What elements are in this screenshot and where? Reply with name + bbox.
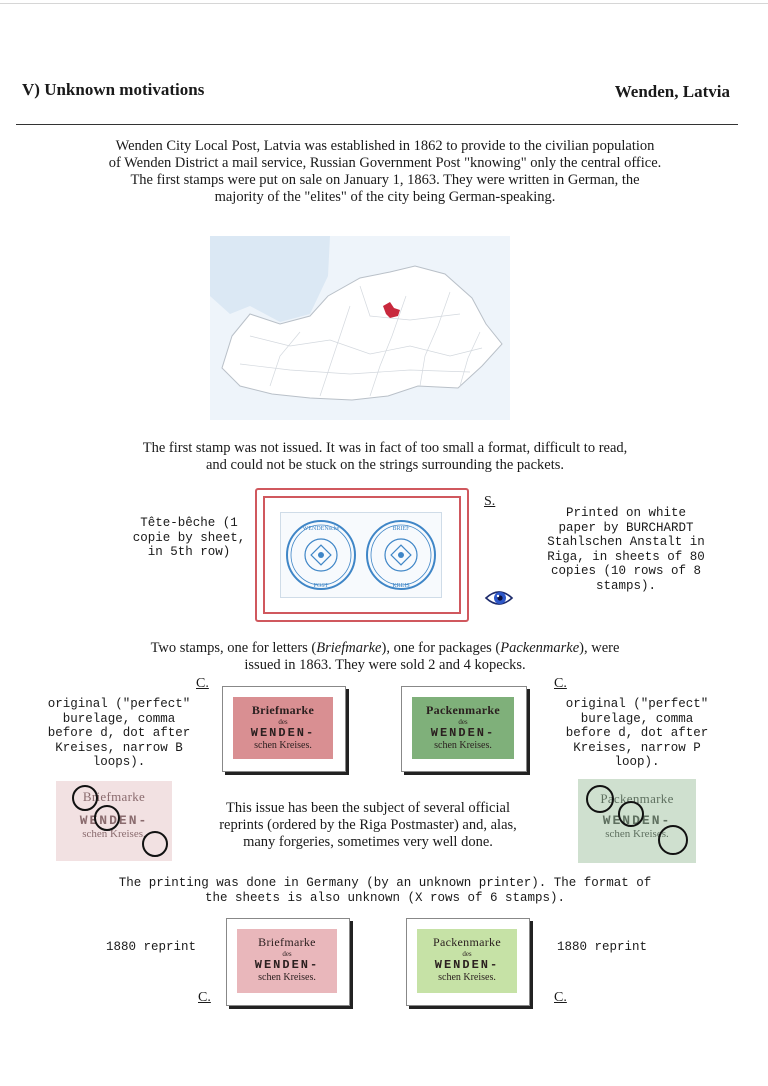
note-line: copie by sheet, xyxy=(132,530,246,545)
briefmarke-italic: Briefmarke xyxy=(316,640,382,656)
section-title: V) Unknown motivations xyxy=(22,80,205,99)
intro-paragraph xyxy=(40,138,730,206)
stamp-wenden: WENDEN- xyxy=(434,958,500,972)
note-line: Stahlschen Anstalt in xyxy=(547,535,705,549)
text-span: ), one for packages ( xyxy=(381,640,501,656)
stamp-wenden: WENDEN- xyxy=(79,813,149,828)
note-line: burelage, comma xyxy=(62,711,176,726)
stamp-title: Packenmarke xyxy=(426,703,500,717)
stamp-frame-briefmarke-reprint xyxy=(226,918,350,1006)
eye-icon[interactable] xyxy=(484,588,514,608)
note-line: stamps). xyxy=(595,578,656,593)
printing-line: the sheets is also unknown (X rows of 6 stamps). xyxy=(204,890,566,905)
first-stamp-line: The first stamp was not issued. It was in fact of too small a format, difficult to read, xyxy=(142,440,628,456)
highlight-circle xyxy=(142,831,168,857)
stamp-kreis: schen Kreises. xyxy=(438,972,496,983)
text-span: ), were xyxy=(579,640,620,656)
tete-beche-note xyxy=(124,516,254,560)
eye-icon-svg xyxy=(484,588,514,608)
highlight-circle xyxy=(72,785,98,811)
mark-c-right-bottom: C. xyxy=(554,990,567,1005)
note-line: Printed on white xyxy=(565,506,687,520)
location-title: Wenden, Latvia xyxy=(614,82,730,101)
note-line: paper by BURCHARDT xyxy=(558,520,694,535)
two-stamps-line-2: issued in 1863. They were sold 2 and 4 kopecks. xyxy=(244,657,526,673)
intro-line: majority of the "elites" of the city being German-speaking. xyxy=(214,189,556,205)
stamp-ring-text-top-right: BRIEF xyxy=(392,526,410,532)
first-stamp-paragraph xyxy=(40,440,730,474)
stamp-title: Packenmarke xyxy=(433,935,501,949)
note-line: original ("perfect" xyxy=(47,697,191,711)
reprints-line: This issue has been the subject of several official xyxy=(225,800,510,816)
stamp-frame-packenmarke-reprint xyxy=(406,918,530,1006)
stamp-ring-text-top-left: WENDENsche xyxy=(302,526,340,532)
latvia-map xyxy=(210,236,510,420)
stamp-packenmarke-original xyxy=(412,697,514,759)
stamp-des: des xyxy=(278,718,288,726)
highlight-circle xyxy=(618,801,644,827)
stamp-kreis: schen Kreises. xyxy=(605,828,669,840)
first-stamp-line: and could not be stuck on the strings surrounding the packets. xyxy=(205,457,564,473)
stamp-des: des xyxy=(462,950,472,958)
note-line: in 5th row) xyxy=(147,545,231,559)
stamp-kreis: schen Kreises. xyxy=(258,972,316,983)
stamp-title: Briefmarke xyxy=(251,703,315,717)
stamp-title: Briefmarke xyxy=(82,789,146,804)
stamp-des: des xyxy=(458,718,468,726)
note-line: loops). xyxy=(92,755,146,769)
stamp-kreis: schen Kreises. xyxy=(434,740,492,751)
reprints-line: reprints (ordered by the Riga Postmaster) and, alas, xyxy=(219,817,517,833)
top-edge-line xyxy=(0,3,768,4)
printed-note xyxy=(526,506,726,593)
forgery-packenmarke xyxy=(578,779,696,863)
stamp-title: Briefmarke xyxy=(258,935,316,949)
note-line: Tête-bêche (1 xyxy=(140,516,238,530)
note-line: burelage, comma xyxy=(580,711,694,726)
stamp-wenden: WENDEN- xyxy=(254,958,320,972)
intro-line: The first stamps were put on sale on January 1, 1863. They were written in German, the xyxy=(130,172,640,188)
latvia-map-svg xyxy=(210,236,510,420)
two-stamps-paragraph xyxy=(40,640,730,674)
stamp-wenden: WENDEN- xyxy=(430,726,496,740)
highlight-circle xyxy=(94,805,120,831)
stamp-wenden: WENDEN- xyxy=(602,813,672,828)
mark-c-left-top: C. xyxy=(196,676,209,691)
stamp-ring-text-bottom-right: KREIS xyxy=(392,583,410,589)
packenmarke-italic: Packenmarke xyxy=(500,640,580,656)
forgery-briefmarke xyxy=(56,781,172,861)
printing-line: The printing was done in Germany (by an unknown printer). The format of xyxy=(118,876,652,890)
printing-paragraph xyxy=(40,876,730,905)
note-line: loop). xyxy=(614,755,660,769)
mark-c-right-top: C. xyxy=(554,676,567,691)
stamp-wenden: WENDEN- xyxy=(250,726,316,740)
highlight-circle xyxy=(586,785,614,813)
reprints-line: many forgeries, sometimes very well done. xyxy=(243,834,493,850)
stamp-frame-packenmarke-original xyxy=(401,686,527,772)
stamp-kreis: schen Kreises. xyxy=(82,828,146,840)
stamp-briefmarke-reprint xyxy=(237,929,337,993)
note-line: Kreises, narrow P xyxy=(573,740,701,755)
stamp-kreis: schen Kreises. xyxy=(254,740,312,751)
header-divider xyxy=(16,124,738,125)
original-note-left xyxy=(30,697,208,770)
two-stamps-line-1 xyxy=(40,640,730,657)
note-line: copies (10 rows of 8 xyxy=(550,564,702,578)
sea-area xyxy=(210,236,330,322)
note-line: before d, dot after xyxy=(47,726,191,740)
intro-line: Wenden City Local Post, Latvia was established in 1862 to provide to the civilian population xyxy=(115,138,655,154)
note-line: original ("perfect" xyxy=(565,697,709,711)
stamp-packenmarke-reprint xyxy=(417,929,517,993)
stamp-frame-briefmarke-original xyxy=(222,686,346,772)
intro-line: of Wenden District a mail service, Russian Government Post "knowing" only the central office. xyxy=(108,155,662,171)
stamp-des: des xyxy=(282,950,292,958)
mark-s: S. xyxy=(484,494,496,509)
stamp-briefmarke-original xyxy=(233,697,333,759)
note-line: before d, dot after xyxy=(565,726,709,740)
stamp-title: Packenmarke xyxy=(600,791,674,806)
stamp-ring-text-bottom-left: POST xyxy=(313,583,329,589)
original-note-right xyxy=(548,697,726,770)
blue-circular-stamps xyxy=(281,513,441,597)
highlight-circle xyxy=(658,825,688,855)
reprint-label-right: 1880 reprint xyxy=(557,940,648,954)
reprint-label-left: 1880 reprint xyxy=(106,940,197,954)
note-line: Riga, in sheets of 80 xyxy=(547,549,705,564)
text-span: Two stamps, one for letters ( xyxy=(150,640,317,656)
mark-c-left-bottom: C. xyxy=(198,990,211,1005)
reprints-paragraph xyxy=(196,800,540,851)
note-line: Kreises, narrow B xyxy=(55,740,183,755)
tete-beche-stamp-pair xyxy=(280,512,442,598)
